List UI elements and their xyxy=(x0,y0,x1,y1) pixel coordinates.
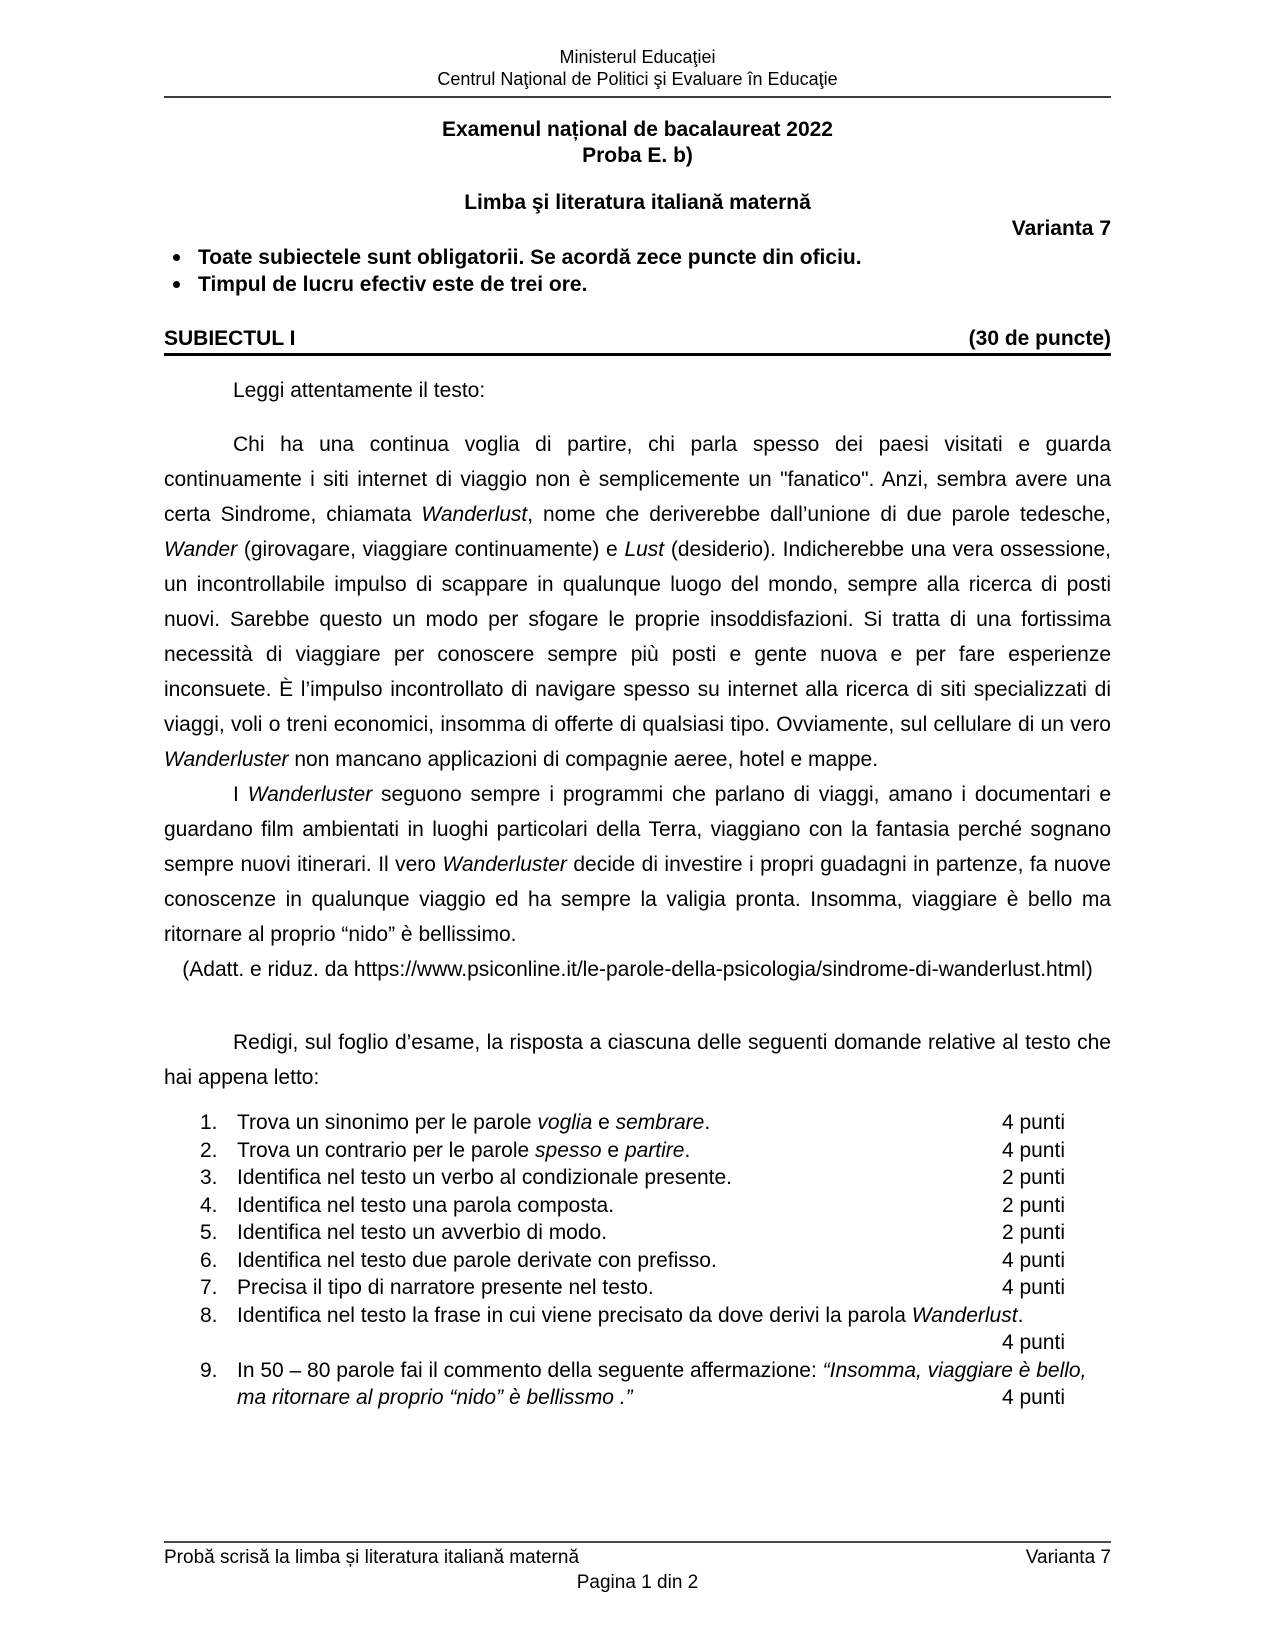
text-paragraph-2 xyxy=(164,777,1111,952)
text-paragraph-1 xyxy=(164,427,1111,777)
question-number: 8. xyxy=(200,1303,218,1327)
text-segment: Chi ha una continua voglia di partire, chi parla spesso dei paesi visitati e guarda continuamente i siti internet di viaggio non è semplicemente un "fanatico". Anzi, sembra avere una certa Sindrome, chiamata xyxy=(164,433,1111,526)
question-row xyxy=(164,1219,1111,1247)
exam-title: Examenul național de bacalaureat 2022 xyxy=(441,118,833,141)
text-segment: non mancano applicazioni di compagnie aeree, hotel e mappe. xyxy=(288,748,879,771)
note-text: Toate subiectele sunt obligatorii. Se acordă zece puncte din oficiu. xyxy=(198,246,862,269)
ministry-line: Ministerul Educaţiei xyxy=(559,47,716,67)
question-number: 3. xyxy=(200,1166,218,1189)
italic-text-segment: voglia xyxy=(537,1111,593,1134)
text-segment: e xyxy=(601,1138,625,1162)
question-number: 5. xyxy=(200,1221,218,1244)
question-text xyxy=(237,1304,1023,1327)
question-row xyxy=(164,1274,1111,1302)
question-row xyxy=(164,1302,1111,1330)
exam-title-block xyxy=(164,117,1111,169)
italic-text-segment: “Insomma, viaggiare è bello, ma ritornare al proprio “nido” è bellissmo .” xyxy=(237,1358,1087,1409)
question-row xyxy=(164,1109,1111,1137)
note-item xyxy=(164,271,1111,298)
text-segment: Identifica nel testo la frase in cui viene precisato da dove derivi la parola xyxy=(237,1303,912,1327)
question-number: 2. xyxy=(200,1138,218,1162)
question-number: 4. xyxy=(200,1193,218,1217)
text-segment: Identifica nel testo un avverbio di modo. xyxy=(237,1221,608,1244)
question-text xyxy=(237,1276,654,1299)
question-row xyxy=(164,1357,1111,1412)
italic-text-segment: Wanderlust xyxy=(421,503,528,526)
section-label: SUBIECTUL I xyxy=(164,327,296,350)
text-segment: e xyxy=(592,1111,616,1134)
italic-text-segment: spesso xyxy=(535,1138,602,1162)
points-label: 4 punti xyxy=(1001,1111,1065,1134)
text-segment: In 50 – 80 parole fai il commento della seguente affermazione: xyxy=(237,1358,823,1382)
points-label: 4 punti xyxy=(1001,1138,1065,1162)
points-label: 2 punti xyxy=(1001,1221,1065,1244)
points-label: 4 punti xyxy=(1001,1276,1065,1299)
text-segment: Trova un sinonimo per le parole xyxy=(237,1111,538,1134)
italic-text-segment: Wanderluster xyxy=(164,748,289,771)
question-number: 6. xyxy=(200,1248,218,1272)
points-label: 4 punti xyxy=(1001,1248,1065,1272)
section-points: (30 de puncte) xyxy=(968,327,1111,350)
footer-variant: Varianta 7 xyxy=(1025,1547,1111,1568)
points-label: 4 punti xyxy=(1001,1386,1065,1409)
footer-page-number: Pagina 1 din 2 xyxy=(576,1572,699,1593)
points-label: 4 punti xyxy=(1001,1331,1065,1354)
question-text xyxy=(237,1221,607,1244)
italic-text-segment: Wander xyxy=(164,538,238,561)
note-item xyxy=(164,244,1111,271)
text-segment: . xyxy=(684,1138,691,1162)
text-segment: I xyxy=(233,783,248,806)
text-segment: Identifica nel testo una parola composta. xyxy=(237,1193,615,1217)
text-segment: . xyxy=(1017,1303,1024,1327)
question-text xyxy=(237,1194,614,1217)
question-text xyxy=(237,1139,690,1162)
text-segment: Trova un contrario per le parole xyxy=(237,1138,536,1162)
text-segment: . xyxy=(704,1111,711,1134)
text-segment: Precisa il tipo di narratore presente nel testo. xyxy=(237,1276,654,1299)
center-line: Centrul Naţional de Politici şi Evaluare în Educaţie xyxy=(437,69,838,89)
question-list xyxy=(164,1109,1111,1412)
bullet-icon xyxy=(173,254,180,261)
question-row xyxy=(164,1164,1111,1192)
italic-text-segment: Wanderlust xyxy=(911,1303,1018,1327)
bullet-icon xyxy=(173,281,180,288)
document-header xyxy=(164,46,1111,90)
question-text xyxy=(237,1166,732,1189)
question-number: 7. xyxy=(200,1276,218,1299)
source-citation: (Adatt. e riduz. da https://www.psiconline.it/le-parole-della-psicologia/sindrome-di-wanderlust.html) xyxy=(182,958,1093,981)
header-divider xyxy=(164,96,1111,98)
text-segment: , nome che deriverebbe dall’unione di due parole tedesche, xyxy=(527,503,1112,526)
question-number: 1. xyxy=(200,1111,218,1134)
question-row xyxy=(164,1192,1111,1220)
footer-line xyxy=(164,1545,1111,1570)
text-segment: seguono sempre i programmi che parlano di viaggi, amano i documentari e guardano film ambientati in luoghi particolari della Terra, viaggiano con la fantasia perché sognano sempre nuovi itinerari. Il vero xyxy=(164,783,1112,876)
text-segment: (desiderio). Indicherebbe una vera ossessione, un incontrollabile impulso di scappare in qualunque luogo del mondo, sempre alla ricerca di posti nuovi. Sarebbe questo un modo per sfogare le proprie insoddisfazioni. Si tratta di una fortissima necessità di viaggiare per conoscere sempre più posti e gente nuova e per fare esperienze inconsuete. È l’impulso incontrollato di navigare spesso su internet alla ricerca di siti specializzati di viaggi, voli o treni economici, insomma di offerte di qualsiasi tipo. Ovviamente, sul cellulare di un vero xyxy=(164,538,1111,736)
text-segment: decide di investire i propri guadagni in partenze, fa nuove conoscenze in qualunque viaggio ed ha sempre la valigia pronta. Insomma, viaggiare è bello ma ritornare al proprio “nido” è bellissimo. xyxy=(164,853,1111,946)
question-text xyxy=(237,1359,1086,1410)
footer-left-text: Probă scrisă la limba și literatura italiană maternă xyxy=(164,1547,580,1568)
italic-text-segment: sembrare xyxy=(615,1111,705,1134)
question-row xyxy=(164,1137,1111,1165)
points-label: 2 punti xyxy=(1001,1166,1065,1189)
italic-text-segment: partire xyxy=(624,1138,685,1162)
text-segment: Identifica nel testo un verbo al condizionale presente. xyxy=(237,1166,732,1189)
text-segment: (girovagare, viaggiare continuamente) e xyxy=(237,538,625,561)
note-text: Timpul de lucru efectiv este de trei ore. xyxy=(198,273,588,296)
points-label: 2 punti xyxy=(1001,1193,1065,1217)
variant-label: Varianta 7 xyxy=(1011,217,1111,240)
question-row xyxy=(164,1247,1111,1275)
question-text xyxy=(237,1249,717,1272)
italic-text-segment: Wanderluster xyxy=(442,853,567,876)
reading-instruction: Leggi attentamente il testo: xyxy=(233,379,486,402)
question-points-row xyxy=(164,1329,1111,1357)
section-header xyxy=(164,328,1111,356)
exam-notes xyxy=(164,244,1111,298)
exam-proba: Proba E. b) xyxy=(582,144,693,167)
question-number: 9. xyxy=(200,1358,218,1382)
document-footer xyxy=(164,1541,1111,1595)
question-text xyxy=(237,1111,710,1134)
italic-text-segment: Wanderluster xyxy=(247,783,373,806)
task-intro: Redigi, sul foglio d’esame, la risposta a ciascuna delle seguenti domande relative al testo che hai appena letto: xyxy=(164,1031,1111,1089)
text-segment: Identifica nel testo due parole derivate con prefisso. xyxy=(237,1248,717,1272)
subject-title: Limba şi literatura italiană maternă xyxy=(464,191,811,214)
italic-text-segment: Lust xyxy=(624,538,665,561)
